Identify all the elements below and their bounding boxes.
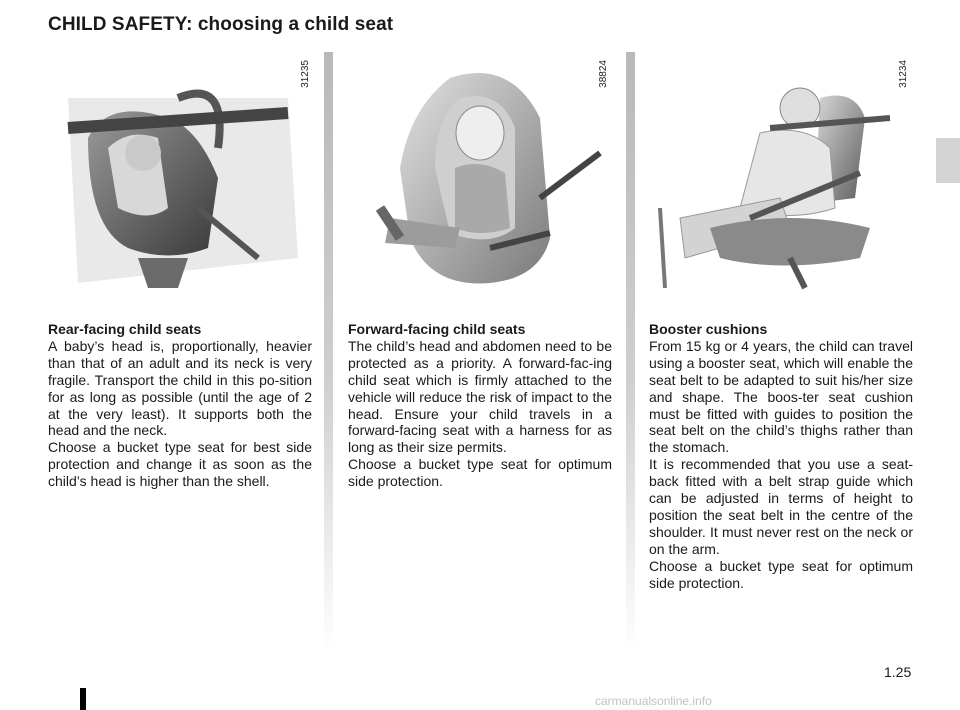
body-paragraph: It is recommended that you use a seat-back fitted with a belt strap guide which can be adjusted in terms of height to position the seat belt in the centre of the shoulder. It must never rest on the neck or on the arm.	[649, 456, 913, 557]
watermark-text: carmanualsonline.info	[595, 694, 712, 708]
section-tab-marker	[936, 138, 960, 183]
figure-ref-code: 31235	[300, 60, 311, 88]
page-corner-mark	[80, 688, 86, 710]
body-paragraph: From 15 kg or 4 years, the child can travel using a booster seat, which will enable the seat belt to be adapted to suit his/her size and shape. The boos-ter seat cushion must be fitted with guides to position the seat belt on the child’s thighs rather than the stomach.	[649, 337, 913, 456]
forward-facing-text-block	[348, 321, 612, 490]
body-paragraph: Choose a bucket type seat for optimum side protection.	[348, 456, 612, 490]
section-heading: Forward-facing child seats	[348, 321, 526, 337]
body-paragraph: A baby’s head is, proportionally, heavier than that of an adult and its neck is very fragile. Transport the child in this po-sition for as long as possible (until the age of 2 at the very least). It supports both the head and the neck.	[48, 337, 312, 439]
page-number: 1.25	[884, 664, 912, 680]
column-divider-right	[626, 52, 635, 652]
forward-facing-seat-illustration	[340, 58, 610, 293]
figure-ref-code: 31234	[898, 60, 909, 88]
booster-cushion-text-block	[649, 321, 913, 592]
rear-facing-text-block	[48, 321, 312, 490]
section-heading: Booster cushions	[649, 321, 768, 337]
figure-ref-code: 38824	[598, 60, 609, 88]
body-paragraph: The child’s head and abdomen need to be protected as a priority. A forward-fac-ing child seat which is firmly attached to the vehicle will reduce the risk of impact to the head. Ensure your child travels in a forward-facing seat with a harness for as long as their size permits.	[348, 337, 612, 456]
booster-cushion-illustration	[640, 58, 910, 293]
body-paragraph: Choose a bucket type seat for best side protection and change it as soon as the child’s head is higher than the shell.	[48, 439, 312, 490]
body-paragraph: Choose a bucket type seat for optimum side protection.	[649, 557, 913, 591]
column-divider-left	[324, 52, 333, 652]
page-title: CHILD SAFETY: choosing a child seat	[48, 14, 394, 35]
rear-facing-seat-illustration	[48, 58, 318, 293]
section-heading: Rear-facing child seats	[48, 321, 202, 337]
